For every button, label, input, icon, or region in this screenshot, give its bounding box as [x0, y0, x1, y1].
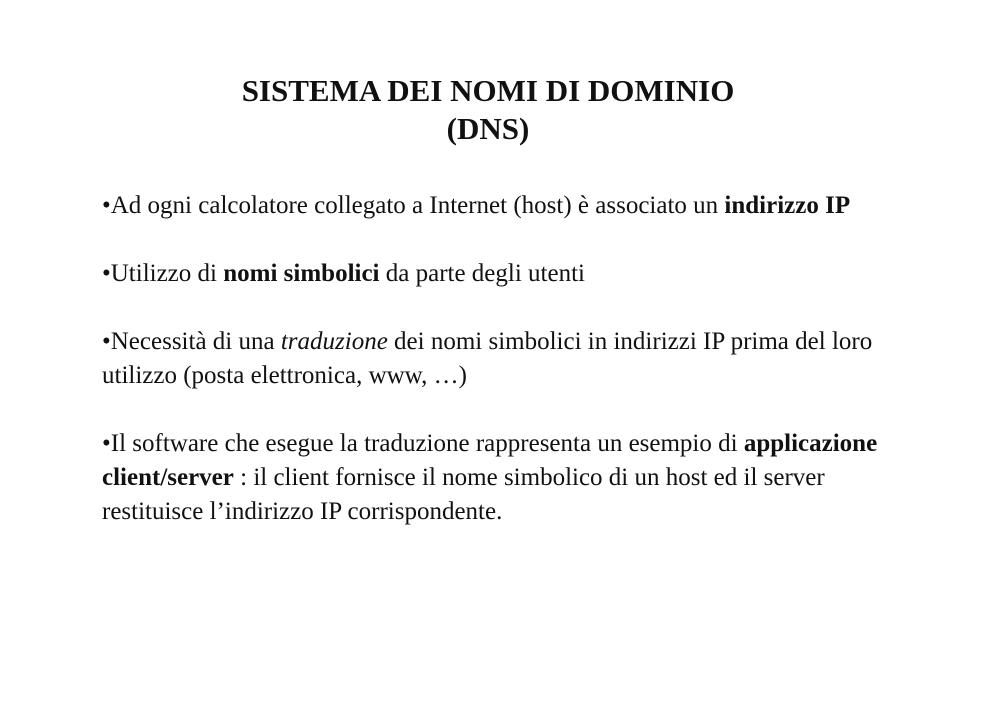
spacer: [102, 223, 902, 257]
bullet-item-client-server: [102, 427, 902, 529]
bullet-text: •Il software che esegue la traduzione rappresenta un esempio di: [102, 430, 744, 457]
bullet-list: [102, 189, 902, 529]
title-line-1: SISTEMA DEI NOMI DI DOMINIO: [241, 73, 735, 108]
slide-title: [0, 72, 976, 148]
bullet-emphasis: nomi simbolici: [223, 260, 380, 287]
bullet-text: •Utilizzo di: [102, 260, 224, 287]
title-line-2: (DNS): [446, 111, 530, 146]
bullet-italic: traduzione: [280, 328, 388, 355]
spacer: [102, 393, 902, 427]
bullet-text: •Ad ogni calcolatore collegato a Internet (host) è associato un: [102, 192, 725, 219]
bullet-item-symbolic-names: [102, 257, 902, 291]
bullet-emphasis: indirizzo IP: [724, 192, 851, 219]
bullet-text: : il client fornisce il nome simbolico di un host ed il server restituisce l’indirizzo IP corrispondente.: [102, 464, 825, 525]
bullet-text: dei nomi simbolici in indirizzi IP prima del loro utilizzo (posta elettronica, www, …): [102, 328, 873, 389]
bullet-item-translation: [102, 325, 902, 393]
bullet-item-ip-address: [102, 189, 902, 223]
bullet-emphasis: applicazione client/server: [102, 430, 878, 491]
spacer: [102, 291, 902, 325]
bullet-text: •Necessità di una: [102, 328, 281, 355]
bullet-text: da parte degli utenti: [379, 260, 585, 287]
